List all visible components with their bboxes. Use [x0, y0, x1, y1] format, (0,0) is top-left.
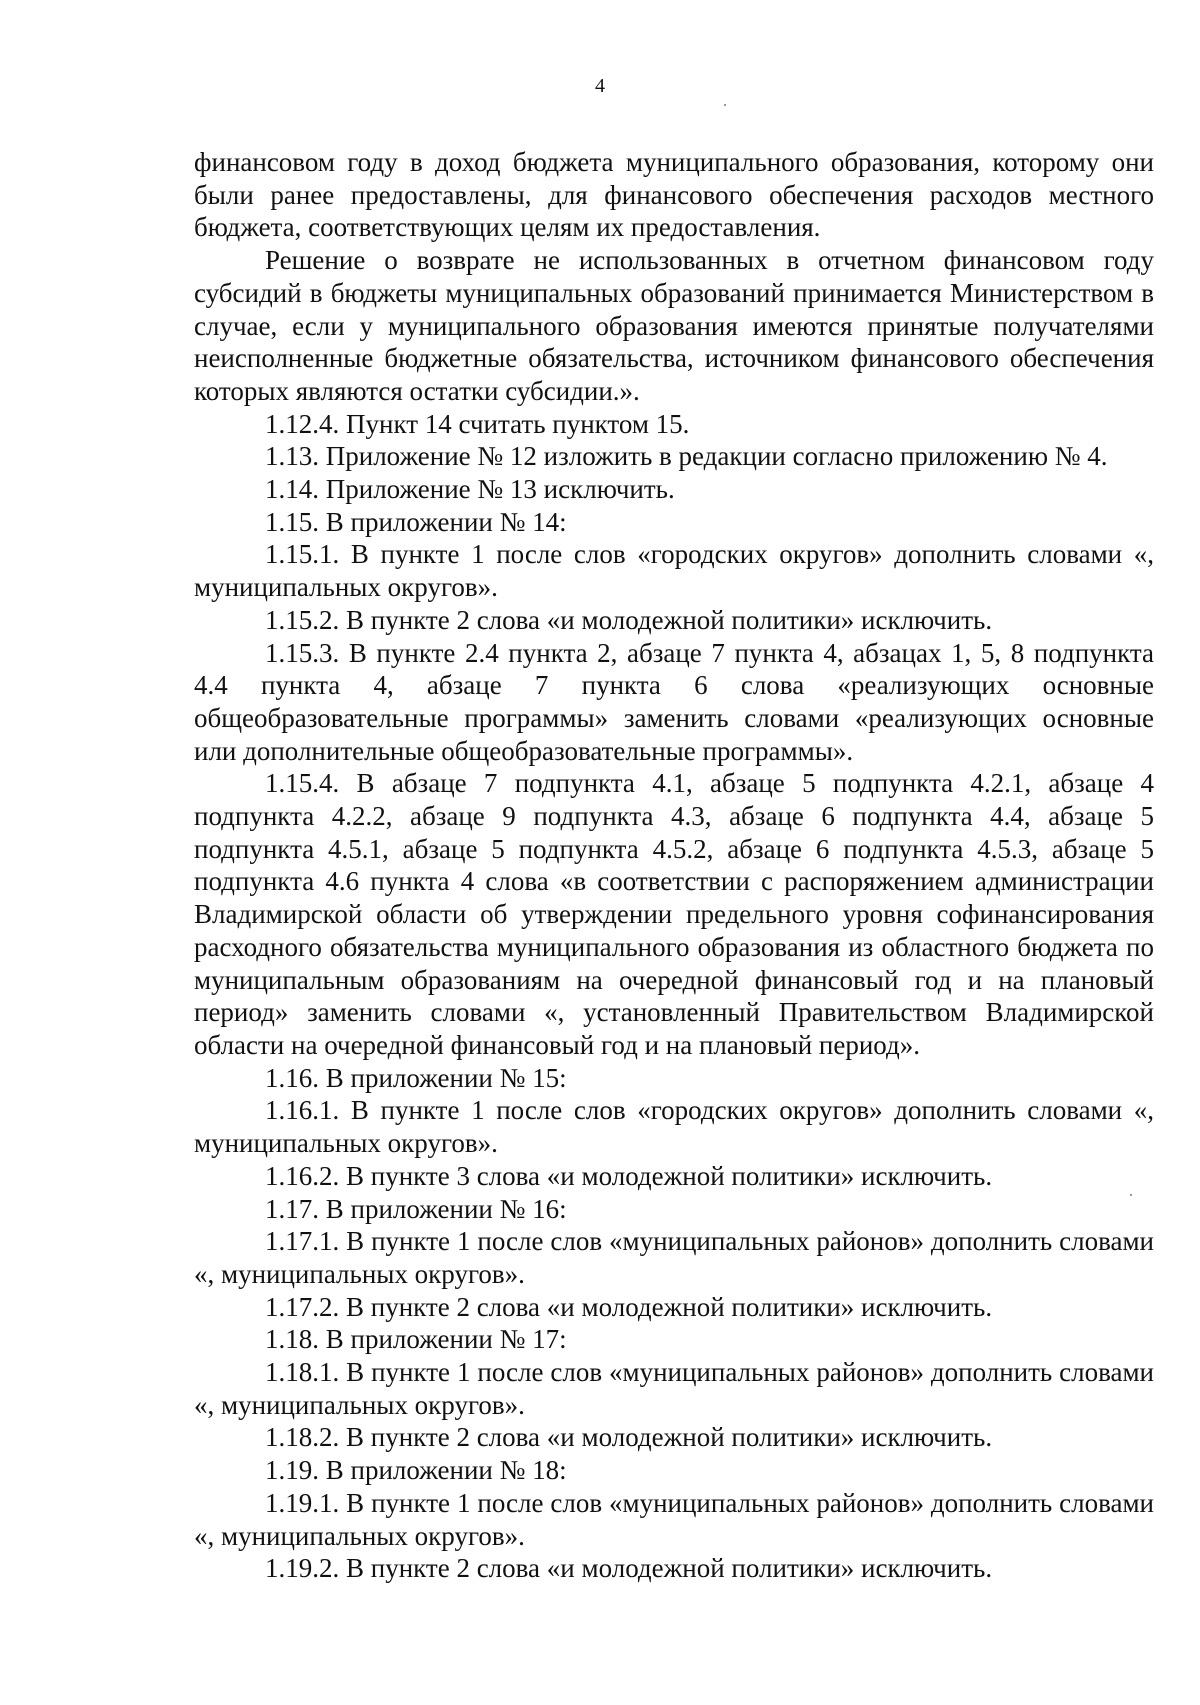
document-body [194, 146, 1154, 1585]
page-number: 4 [595, 75, 605, 97]
paragraph: 1.15.3. В пункте 2.4 пункта 2, абзаце 7 пункта 4, абзацах 1, 5, 8 подпункта 4.4 пункта 4, абзаце 7 пункта 6 слова «реализующих основные общеобразовательные программы» заменить словами «реализующих основные или дополнительные общеобразовательные программы». [194, 637, 1154, 766]
paragraph: 1.16. В приложении № 15: [265, 1062, 567, 1093]
paragraph: 1.16.1. В пункте 1 после слов «городских округов» дополнить словами «, муниципальных округов». [194, 1095, 1154, 1159]
paragraph: 1.18. В приложении № 17: [265, 1324, 567, 1355]
paragraph: 1.14. Приложение № 13 исключить. [265, 474, 675, 505]
paragraph: 1.12.4. Пункт 14 считать пунктом 15. [265, 408, 690, 439]
paragraph: 1.19.1. В пункте 1 после слов «муниципальных районов» дополнить словами «, муниципальных округов». [194, 1487, 1154, 1551]
paragraph: 1.17. В приложении № 16: [265, 1193, 567, 1224]
paragraph: 1.17.1. В пункте 1 после слов «муниципальных районов» дополнить словами «, муниципальных округов». [194, 1226, 1154, 1289]
paragraph: 1.16.2. В пункте 3 слова «и молодежной политики» исключить. [265, 1160, 993, 1191]
paragraph: 1.13. Приложение № 12 изложить в редакции согласно приложению № 4. [265, 441, 1108, 472]
paragraph: 1.15. В приложении № 14: [265, 506, 567, 537]
paragraph: 1.18.1. В пункте 1 после слов «муниципальных районов» дополнить словами «, муниципальных округов». [194, 1357, 1154, 1420]
paragraph: 1.17.2. В пункте 2 слова «и молодежной политики» исключить. [265, 1291, 993, 1322]
paragraph: 1.19. В приложении № 18: [265, 1455, 567, 1486]
paragraph: 1.15.1. В пункте 1 после слов «городских округов» дополнить словами «, муниципальных округов». [194, 539, 1154, 603]
paragraph: 1.19.2. В пункте 2 слова «и молодежной политики» исключить. [265, 1553, 993, 1584]
scan-speck [724, 104, 726, 106]
paragraph: 1.18.2. В пункте 2 слова «и молодежной политики» исключить. [265, 1422, 993, 1453]
paragraph: Решение о возврате не использованных в отчетном финансовом году субсидий в бюджеты муниципальных образований принимается Министерством в случае, если у муниципального образования имеются принятые получателями неисполненные бюджетные обязательства, источником финансового обеспечения которых являются остатки субсидии.». [194, 245, 1154, 406]
paragraph: 1.15.4. В абзаце 7 подпункта 4.1, абзаце 5 подпункта 4.2.1, абзаце 4 подпункта 4.2.2, абзаце 9 подпункта 4.3, абзаце 6 подпункта 4.4, абзаце 5 подпункта 4.5.1, абзаце 5 подпункта 4.5.2, абзаце 6 подпункта 4.5.3, абзаце 5 подпункта 4.6 пункта 4 слова «в соответствии с распоряжением администрации Владимирской области об утверждении предельного уровня софинансирования расходного обязательства муниципального образования из областного бюджета по муниципальным образованиям на очередной финансовый год и на плановый период» заменить словами «, установленный Правительством Владимирской области на очередной финансовый год и на плановый период». [194, 768, 1154, 1060]
paragraph: финансовом году в доход бюджета муниципального образования, которому они были ранее предоставлены, для финансового обеспечения расходов местного бюджета, соответствующих целям их предоставления. [194, 147, 1154, 243]
paragraph: 1.15.2. В пункте 2 слова «и молодежной политики» исключить. [265, 604, 993, 635]
